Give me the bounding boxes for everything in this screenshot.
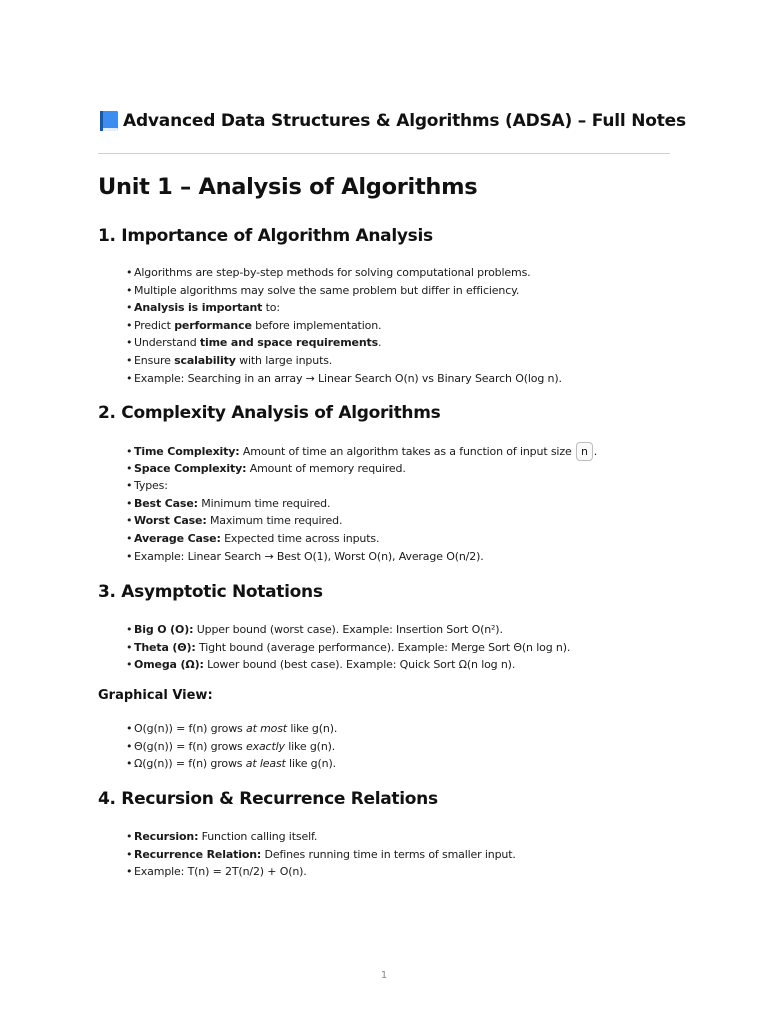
item-text: Θ(g(n)) = f(n) grows — [134, 739, 246, 753]
item-text: Ensure — [134, 353, 175, 367]
item-text: . — [593, 445, 598, 458]
document-title-text: Advanced Data Structures & Algorithms (ADSA) – Full Notes — [123, 111, 686, 131]
item-text: to: — [262, 301, 280, 315]
bullet-marker: • — [126, 461, 133, 475]
bullet-marker: • — [126, 371, 133, 385]
section-title-complexity: 2. Complexity Analysis of Algorithms — [98, 403, 441, 423]
item-text: Lower bound (best case). Example: Quick Sort Ω(n log n). — [203, 658, 516, 672]
section-title-asymptotic: 3. Asymptotic Notations — [98, 582, 323, 602]
item-text: Maximum time required. — [206, 514, 343, 528]
item-text: Algorithms are step-by-step methods for solving computational problems. — [134, 266, 531, 279]
bullet-marker: • — [126, 301, 133, 315]
bullet-marker: • — [126, 549, 133, 563]
item-text: Types: — [134, 479, 168, 493]
subsection-title-graphical-view: Graphical View: — [98, 688, 213, 703]
list-item — [126, 621, 656, 639]
bold-text: scalability — [174, 353, 236, 367]
bullet-marker: • — [126, 658, 133, 672]
section-list-recursion — [126, 828, 656, 881]
bullet-marker: • — [126, 479, 133, 493]
section-list-importance — [126, 264, 656, 387]
bullet-marker: • — [126, 865, 133, 879]
list-item — [126, 460, 656, 478]
section-list-graphical-view — [126, 720, 656, 773]
list-item — [126, 530, 656, 548]
list-item — [126, 639, 656, 657]
bold-text: Analysis is important — [134, 301, 263, 315]
bold-text: Theta (Θ): — [134, 640, 196, 654]
item-text: Understand — [134, 336, 200, 350]
list-item — [126, 352, 656, 370]
item-text: before implementation. — [251, 318, 382, 332]
item-text: Upper bound (worst case). Example: Insertion Sort O(n²). — [193, 623, 503, 636]
bullet-marker: • — [126, 623, 133, 636]
list-item — [126, 846, 656, 864]
unit-title: Unit 1 – Analysis of Algorithms — [98, 174, 478, 200]
bullet-marker: • — [126, 739, 133, 753]
list-item — [126, 495, 656, 513]
book-icon — [98, 110, 120, 132]
list-item — [126, 548, 656, 566]
item-text: Predict — [134, 318, 175, 332]
list-item — [126, 720, 656, 738]
bullet-marker: • — [126, 722, 133, 735]
item-text: Amount of memory required. — [246, 461, 406, 475]
bold-text: Best Case: — [134, 496, 198, 510]
item-text: Tight bound (average performance). Example: Merge Sort Θ(n log n). — [195, 640, 571, 654]
document-title — [98, 108, 686, 134]
bullet-marker: • — [126, 640, 133, 654]
bullet-marker: • — [126, 847, 133, 861]
bullet-marker: • — [126, 353, 133, 367]
bullet-marker: • — [126, 496, 133, 510]
bold-text: Time Complexity: — [134, 445, 240, 458]
bullet-marker: • — [126, 445, 133, 458]
bold-text: Recursion: — [134, 830, 199, 843]
list-item — [126, 370, 656, 388]
list-item — [126, 755, 656, 773]
bold-text: Space Complexity: — [134, 461, 247, 475]
bold-text: performance — [174, 318, 252, 332]
bullet-marker: • — [126, 336, 133, 350]
item-text: . — [378, 336, 382, 350]
bullet-marker: • — [126, 514, 133, 528]
page-number: 1 — [380, 970, 388, 981]
list-item — [126, 299, 656, 317]
item-text: Example: Linear Search → Best O(1), Worst O(n), Average O(n/2). — [134, 549, 484, 563]
section-title-importance: 1. Importance of Algorithm Analysis — [98, 226, 433, 246]
bullet-marker: • — [126, 531, 133, 545]
item-text: O(g(n)) = f(n) grows — [134, 722, 246, 735]
item-text: like g(n). — [286, 722, 338, 735]
inline-code: n — [576, 442, 593, 461]
list-item — [126, 282, 656, 300]
item-text: like g(n). — [285, 757, 336, 771]
list-item — [126, 317, 656, 335]
item-text: Amount of time an algorithm takes as a function of input size — [239, 445, 575, 458]
item-text: Defines running time in terms of smaller input. — [261, 847, 516, 861]
bullet-marker: • — [126, 757, 133, 771]
item-text: Example: T(n) = 2T(n/2) + O(n). — [134, 865, 307, 879]
section-list-asymptotic — [126, 621, 656, 674]
list-item — [126, 656, 656, 674]
item-text: Multiple algorithms may solve the same problem but differ in efficiency. — [134, 283, 520, 297]
list-item — [126, 828, 656, 846]
item-text: Function calling itself. — [198, 830, 318, 843]
item-text: Minimum time required. — [197, 496, 331, 510]
list-item — [126, 477, 656, 495]
bold-text: Average Case: — [134, 531, 221, 545]
list-item — [126, 512, 656, 530]
list-item — [126, 264, 656, 282]
title-divider — [98, 153, 670, 154]
item-text: Expected time across inputs. — [220, 531, 380, 545]
item-text: Ω(g(n)) = f(n) grows — [134, 757, 246, 771]
bullet-marker: • — [126, 266, 133, 279]
section-title-recursion: 4. Recursion & Recurrence Relations — [98, 789, 438, 809]
bold-text: time and space requirements — [199, 336, 379, 350]
bold-text: Big O (O): — [134, 623, 194, 636]
bullet-marker: • — [126, 830, 133, 843]
italic-text: exactly — [245, 739, 285, 753]
list-item — [126, 334, 656, 352]
bullet-marker: • — [126, 283, 133, 297]
bold-text: Omega (Ω): — [134, 658, 204, 672]
italic-text: at most — [245, 722, 287, 735]
item-text: Example: Searching in an array → Linear Search O(n) vs Binary Search O(log n). — [134, 371, 562, 385]
list-item — [126, 863, 656, 881]
bold-text: Recurrence Relation: — [134, 847, 262, 861]
italic-text: at least — [245, 757, 286, 771]
item-text: with large inputs. — [235, 353, 333, 367]
item-text: like g(n). — [284, 739, 336, 753]
list-item — [126, 442, 656, 460]
list-item — [126, 738, 656, 756]
bold-text: Worst Case: — [134, 514, 207, 528]
bullet-marker: • — [126, 318, 133, 332]
section-list-complexity — [126, 442, 656, 565]
